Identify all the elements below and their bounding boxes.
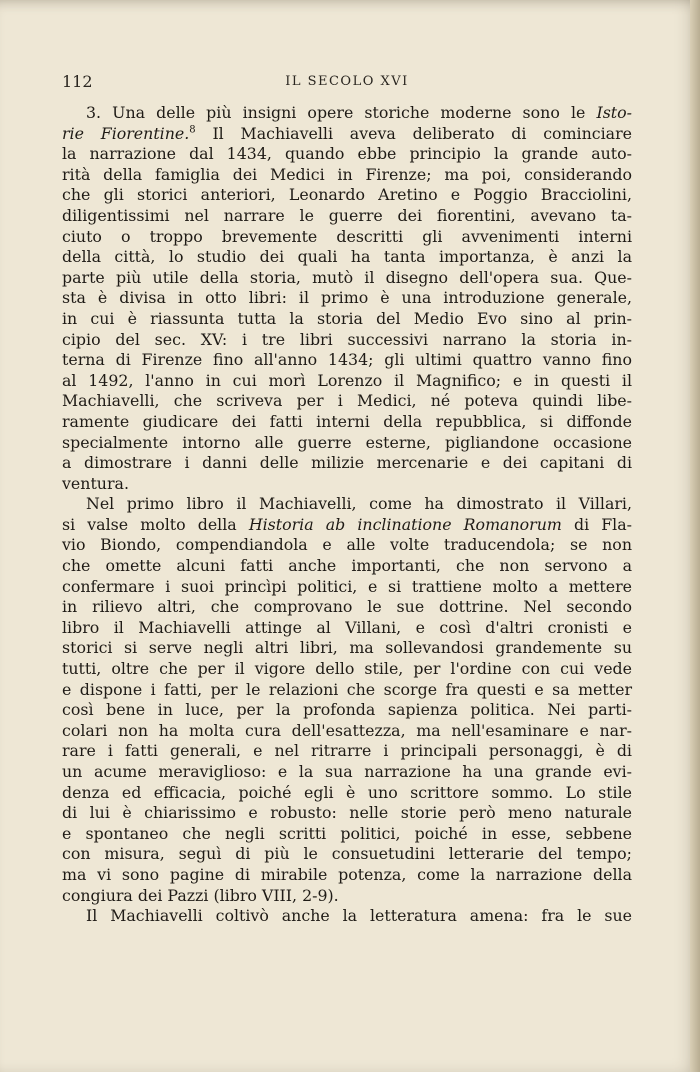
text-line: Nel primo libro il Machiavelli, come ha dimostrato il Villari, [86, 494, 632, 514]
text-line: Il Machiavelli coltivò anche la letteratura amena: fra le sue [86, 906, 632, 926]
text-line: a dimostrare i danni delle milizie mercenarie e dei capitani di [62, 453, 632, 473]
text-line: denza ed efficacia, poiché egli è uno scrittore sommo. Lo stile [62, 782, 632, 802]
text-line: rità della famiglia dei Medici in Firenze; ma poi, considerando [62, 164, 632, 184]
text-line: con misura, seguì di più le consuetudini letterarie del tempo; [62, 844, 632, 864]
text-line: Machiavelli, che scriveva per i Medici, né poteva quindi libe- [62, 391, 632, 411]
text-line: diligentissimi nel narrare le guerre dei fiorentini, avevano ta- [62, 205, 632, 225]
text-line: la narrazione dal 1434, quando ebbe principio la grande auto- [62, 144, 632, 164]
text-line: ramente giudicare dei fatti interni della repubblica, si diffonde [62, 411, 632, 431]
page-number: 112 [62, 72, 93, 91]
italic-title: Isto- [596, 103, 632, 122]
text-run: 3. Una delle più insigni opere storiche moderne sono le [86, 103, 597, 122]
text-line: colari non ha molta cura dell'esattezza, ma nell'esaminare e nar- [62, 720, 632, 740]
text-line: tutti, oltre che per il vigore dello stile, per l'ordine con cui vede [62, 659, 632, 679]
text-line: che omette alcuni fatti anche importanti, che non servono a [62, 556, 632, 576]
text-line: rare i fatti generali, e nel ritrarre i principali personaggi, è di [62, 741, 632, 761]
text-run: Il Machiavelli aveva deliberato di cominciare [195, 123, 632, 143]
italic-title: rie Fiorentine. [62, 123, 190, 143]
text-line [62, 515, 632, 536]
text-line: in rilievo altri, che comprovano le sue dottrine. Nel secondo [62, 597, 632, 617]
text-line: e dispone i fatti, per le relazioni che scorge fra questi e sa metter [62, 679, 632, 699]
text-line: specialmente intorno alle guerre esterne, pigliandone occasione [62, 432, 632, 452]
text-line: che gli storici anteriori, Leonardo Aretino e Poggio Bracciolini, [62, 185, 632, 205]
text-line: vio Biondo, compendiandola e alle volte traducendola; se non [62, 535, 632, 555]
body-text [62, 103, 632, 927]
text-line [62, 124, 632, 145]
italic-title: Historia ab inclinatione Romanorum [248, 514, 562, 534]
page-header [62, 72, 632, 94]
text-line: ma vi sono pagine di mirabile potenza, come la narrazione della [62, 864, 632, 884]
text-line: parte più utile della storia, mutò il disegno dell'opera sua. Que- [62, 267, 632, 287]
text-line: in cui è riassunta tutta la storia del Medio Evo sino al prin- [62, 308, 632, 328]
page-edge-shadow [690, 0, 700, 1072]
text-line: sta è divisa in otto libri: il primo è una introduzione generale, [62, 288, 632, 308]
text-line: libro il Machiavelli attinge al Villani, e così d'altri cronisti e [62, 617, 632, 637]
text-line: e spontaneo che negli scritti politici, poiché in esse, sebbene [62, 823, 632, 843]
text-run: di Fla- [561, 514, 632, 534]
text-line: un acume meraviglioso: e la sua narrazione ha una grande evi- [62, 762, 632, 781]
text-line: della città, lo studio dei quali ha tanta importanza, è anzi la [62, 247, 632, 267]
running-title: IL SECOLO XVI [285, 74, 409, 89]
text-line: al 1492, l'anno in cui morì Lorenzo il Magnifico; e in questi il [62, 370, 632, 390]
text-line: cipio del sec. XV: i tre libri successivi narrano la storia in- [62, 329, 632, 349]
text-run: si valse molto della [62, 514, 249, 534]
text-line: terna di Firenze fino all'anno 1434; gli ultimi quattro vanno fino [62, 350, 632, 370]
text-line: di lui è chiarissimo e robusto: nelle storie però meno naturale [62, 803, 632, 823]
footnote-marker: 8 [189, 124, 196, 136]
text-line: ventura. [62, 473, 129, 493]
text-line: congiura dei Pazzi (libro VIII, 2-9). [62, 885, 339, 905]
text-line [62, 103, 632, 124]
text-line: così bene in luce, per la profonda sapienza politica. Nei parti- [62, 700, 632, 720]
text-line: confermare i suoi princìpi politici, e si trattiene molto a mettere [62, 576, 632, 596]
text-line: storici si serve negli altri libri, ma sollevandosi grandemente su [62, 638, 632, 658]
text-line: ciuto o troppo brevemente descritti gli avvenimenti interni [62, 226, 632, 246]
